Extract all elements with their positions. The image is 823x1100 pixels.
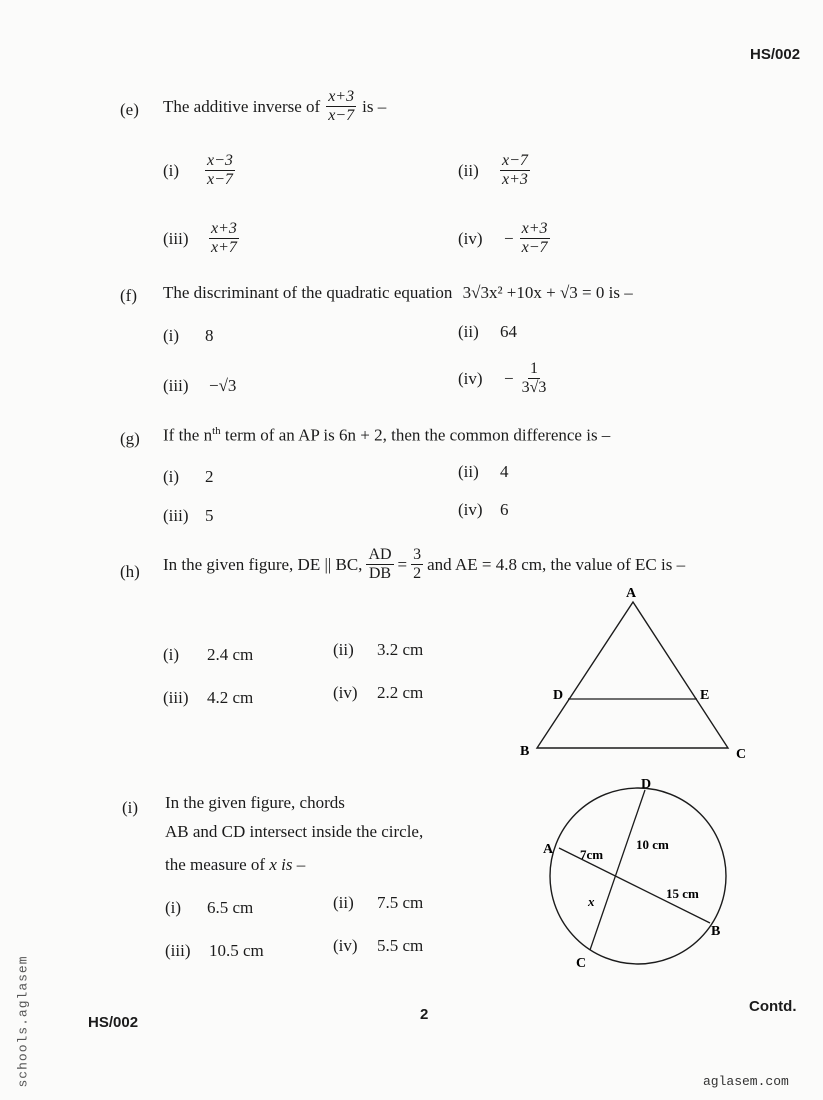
segment-label-b: 15 cm (666, 886, 699, 901)
option-label: (i) (163, 467, 180, 486)
point-label-e: E (700, 688, 710, 703)
question-stem: The discriminant of the quadratic equation (163, 283, 453, 302)
question-stem: The additive inverse of (163, 96, 321, 116)
option-f-iii (163, 376, 236, 396)
option-label: (iv) (333, 936, 358, 955)
option-h-ii (333, 640, 423, 660)
fraction-denominator: x+7 (211, 239, 237, 257)
vertex-label-a: A (626, 586, 637, 601)
watermark-corner: aglasem.com (703, 1074, 789, 1089)
option-f-iv (458, 360, 548, 398)
option-label: (iv) (333, 683, 358, 702)
option-label: (ii) (333, 893, 354, 912)
vertex-label-b: B (520, 744, 530, 759)
question-label: (f) (120, 286, 137, 305)
option-fraction (500, 152, 530, 190)
triangle-abc (537, 602, 728, 748)
question-line-2: AB and CD intersect inside the circle, (165, 822, 424, 841)
option-label: (ii) (458, 160, 479, 180)
option-h-iii (163, 688, 253, 708)
variable-x: x (269, 855, 277, 874)
fraction-numerator: x+3 (520, 220, 550, 239)
option-value: 8 (205, 326, 214, 345)
option-h-iv (333, 683, 423, 703)
quadratic-equation: 3√3x² +10x + √3 = 0 is – (462, 283, 633, 302)
option-label: (iv) (458, 228, 483, 248)
option-value: −√3 (209, 376, 237, 395)
option-e-ii (458, 152, 530, 190)
option-label: (ii) (458, 322, 479, 341)
option-value: 4 (500, 462, 509, 481)
question-stem: If the n (163, 425, 213, 445)
fraction-numerator: x−3 (205, 152, 235, 171)
option-fraction (209, 220, 239, 258)
option-e-iii (163, 220, 239, 258)
option-label: (i) (163, 326, 180, 345)
circle (550, 788, 726, 964)
option-label: (iii) (163, 228, 189, 248)
option-i-i (165, 898, 253, 918)
option-value: 2.4 cm (207, 645, 254, 664)
question-text (163, 88, 386, 126)
equals-sign: = (397, 554, 408, 574)
question-suffix: is – (281, 855, 306, 874)
option-label: (i) (163, 645, 180, 664)
fraction-numerator: AD (366, 546, 393, 565)
question-line-3 (165, 855, 305, 875)
option-fraction (520, 360, 549, 398)
option-f-ii (458, 322, 517, 342)
option-label: (i) (163, 160, 180, 180)
question-label: (i) (122, 798, 139, 817)
fraction-denominator: 2 (413, 565, 422, 583)
option-i-iv (333, 936, 423, 956)
option-label: (iii) (165, 941, 191, 960)
fraction-numerator: 3 (411, 546, 423, 565)
option-label: (iv) (458, 368, 483, 388)
option-label: (iv) (458, 500, 483, 519)
fraction (326, 88, 356, 126)
option-label: (ii) (458, 462, 479, 481)
circle-chords-figure (530, 770, 740, 980)
option-value: 4.2 cm (207, 688, 254, 707)
fraction-numerator: 1 (528, 360, 540, 379)
option-label: (ii) (333, 640, 354, 659)
option-i-ii (333, 893, 423, 913)
question-line-1: In the given figure, chords (165, 793, 345, 812)
option-e-i (163, 152, 235, 190)
option-label: (i) (165, 898, 182, 917)
point-label-d: D (641, 777, 652, 792)
fraction-denominator: DB (368, 565, 392, 583)
option-g-iv (458, 500, 509, 520)
negative-sign: − (504, 368, 514, 388)
option-fraction (520, 220, 550, 258)
question-text (163, 425, 610, 446)
question-label: (e) (120, 100, 139, 119)
question-label: (g) (120, 429, 140, 448)
option-fraction (205, 152, 235, 190)
option-value: 6 (500, 500, 509, 519)
question-stem: the measure of (165, 855, 266, 874)
question-text (163, 283, 633, 303)
point-label-c: C (576, 956, 587, 971)
segment-label-d: 10 cm (636, 837, 669, 852)
watermark-side: schools.aglasem (15, 955, 31, 1088)
option-value: 64 (500, 322, 517, 341)
option-e-iv (458, 220, 550, 258)
option-label: (iii) (163, 688, 189, 707)
option-value: 7.5 cm (377, 893, 424, 912)
fraction-denominator: x+3 (502, 171, 528, 189)
question-label: (h) (120, 562, 140, 581)
vertex-label-c: C (736, 747, 747, 762)
option-g-iii (163, 506, 214, 526)
question-text (163, 546, 685, 584)
option-value: 5 (205, 506, 214, 525)
point-label-a: A (543, 842, 554, 857)
fraction-denominator: x−7 (207, 171, 233, 189)
triangle-figure (510, 580, 760, 770)
contd-label: Contd. (749, 998, 797, 1015)
value-fraction (411, 546, 423, 584)
option-g-ii (458, 462, 509, 482)
question-stem-continued: term of an AP is 6n + 2, then the common difference is – (224, 425, 611, 445)
ratio-fraction (366, 546, 393, 584)
option-value: 2.2 cm (377, 683, 424, 702)
fraction-numerator: x+3 (326, 88, 356, 107)
fraction-denominator: 3√3 (521, 379, 547, 397)
fraction-numerator: x+3 (209, 220, 239, 239)
option-label: (iii) (163, 506, 189, 525)
option-label: (iii) (163, 376, 189, 395)
question-suffix: is – (362, 96, 387, 116)
option-value: 2 (205, 467, 214, 486)
option-g-i (163, 467, 214, 487)
option-i-iii (165, 941, 264, 961)
fraction-denominator: x−7 (328, 107, 355, 125)
question-stem-continued: and AE = 4.8 cm, the value of EC is – (427, 554, 686, 574)
question-stem: In the given figure, DE || BC, (163, 554, 363, 574)
point-label-b: B (711, 924, 721, 939)
point-label-d: D (553, 688, 564, 703)
option-value: 10.5 cm (209, 941, 264, 960)
fraction-denominator: x−7 (521, 239, 548, 257)
paper-code-header: HS/002 (750, 46, 801, 63)
fraction-numerator: x−7 (500, 152, 530, 171)
option-h-i (163, 645, 253, 665)
option-value: 5.5 cm (377, 936, 424, 955)
negative-sign: − (504, 228, 514, 248)
segment-label-x: x (588, 894, 595, 909)
option-f-i (163, 326, 214, 346)
chord-cd (590, 790, 645, 950)
option-value: 6.5 cm (207, 898, 254, 917)
segment-label-a: 7cm (580, 847, 604, 862)
paper-code-footer: HS/002 (88, 1014, 139, 1031)
page-number: 2 (420, 1006, 429, 1023)
option-value: 3.2 cm (377, 640, 424, 659)
superscript: th (212, 425, 221, 437)
